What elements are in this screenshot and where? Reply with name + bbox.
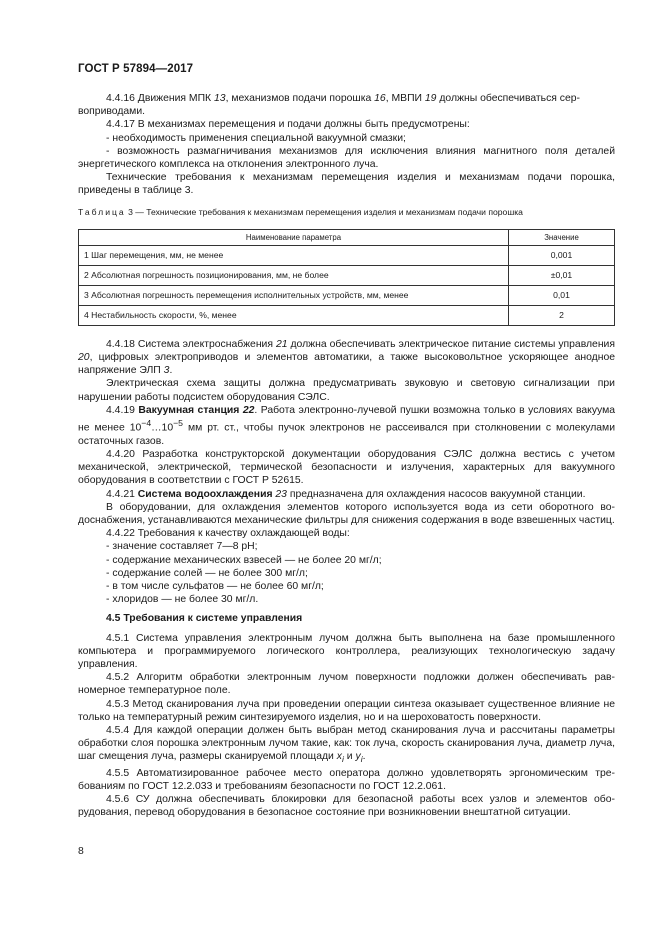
table-cell-value: 0,01 bbox=[509, 285, 615, 305]
list-item: - значение составляет 7—8 pH; bbox=[106, 541, 258, 553]
list-item: - необходимость применения специальной вакуумной смазки; bbox=[106, 132, 406, 144]
list-item: - содержание механических взвесей — не более 20 мг/л; bbox=[106, 554, 382, 566]
paragraph-tech-requirements: Технические требования к механизмам перемещения изделия и механизмам подачи порошка, приведены в таблице 3. bbox=[78, 172, 615, 197]
paragraph-protection-scheme: Электрическая схема защиты должна предусматривать звуковую и световую сигнализации при нарушении работы подсистем оборудования СЭЛС. bbox=[78, 378, 615, 403]
paragraph-4-4-18: 4.4.18 Система электроснабжения 21 должна обеспечивать электрическое питание системы управления 20, цифровых электроприводов и элементов автоматики, а также высоковольтное ускоряющее анодное напряжение ЭЛП 3. bbox=[78, 338, 615, 377]
list-item: - хлоридов — не более 30 мг/л. bbox=[106, 594, 259, 606]
column-header-parameter: Наименование параметра bbox=[79, 229, 509, 245]
table-cell-value: 0,001 bbox=[509, 245, 615, 265]
paragraph-4-4-21: 4.4.21 Система водоохлаждения 23 предназначена для охлаждения насосов вакуумной станции. bbox=[106, 488, 586, 500]
table-cell-param: 2 Абсолютная погрешность позиционирования, мм, не более bbox=[79, 265, 509, 285]
paragraph-4-5-3: 4.5.3 Метод сканирования луча при проведении операции синтеза оказывает существенное влияние не только на температурный режим синтезируемого изделия, но и на шероховатость поверхности. bbox=[78, 698, 615, 723]
table-cell-param: 1 Шаг перемещения, мм, не менее bbox=[79, 245, 509, 265]
paragraph-4-5-2: 4.5.2 Алгоритм обработки электронным лучом поверхности подложки должен обеспечивать равномерное температурное поле. bbox=[78, 672, 615, 697]
paragraph-4-5-1: 4.5.1 Система управления электронным лучом должна быть выполнена на базе промышленного компьютера и программируемого логического контроллера, реализующих технологическую задачу управления. bbox=[78, 632, 615, 670]
paragraph-4-5-6: 4.5.6 СУ должна обеспечивать блокировки для безопасной работы всех узлов и элементов оборудования, перевод оборудования в безопасное состояние при возникновении внештатной ситуации. bbox=[78, 794, 615, 819]
table-cell-value: ±0,01 bbox=[509, 265, 615, 285]
paragraph-cooling-filters: В оборудовании, для охлаждения элементов которого используется вода из сети оборотного водоснабжения, устанавливаются механические фильтры для снижения содержания в воде взвешенных частиц. bbox=[78, 501, 615, 526]
table-caption: Таблица 3 — Технические требования к механизмам перемещения изделия и механизмам подачи порошка bbox=[78, 206, 523, 217]
paragraph-4-4-17: 4.4.17 В механизмах перемещения и подачи должны быть предусмотрены: bbox=[106, 119, 470, 131]
table-row bbox=[79, 245, 615, 265]
list-item: - содержание солей — не более 300 мг/л; bbox=[106, 567, 308, 579]
table-cell-value: 2 bbox=[509, 305, 615, 325]
table-row bbox=[79, 305, 615, 325]
table-cell-param: 4 Нестабильность скорости, %, менее bbox=[79, 305, 509, 325]
table-header-row bbox=[79, 229, 615, 245]
paragraph-4-5-4: 4.5.4 Для каждой операции должен быть выбран метод сканирования луча и рассчитаны параметры обработки слоя порошка электронным лучом такие, как: ток луча, скорость сканирования луча, диаметр луча, шаг смещения луча, размеры сканируемой площади $x_i$ и $y_i$. bbox=[78, 724, 615, 765]
table-row bbox=[79, 265, 615, 285]
document-body bbox=[78, 92, 615, 819]
requirements-table bbox=[78, 229, 615, 326]
paragraph-4-4-16-cont: воприводами. bbox=[78, 106, 146, 118]
section-heading-4-5: 4.5 Требования к системе управления bbox=[106, 613, 303, 625]
paragraph-4-4-22: 4.4.22 Требования к качеству охлаждающей воды: bbox=[106, 528, 350, 540]
paragraph-4-4-16: 4.4.16 Движения МПК 13, механизмов подачи порошка 16, МВПИ 19 должны обеспечиваться сер- bbox=[106, 93, 580, 104]
list-item: - возможность размагничивания механизмов для исключения влияния магнитного поля деталей энергетического комплекса на отклонения электронного луча. bbox=[78, 145, 615, 171]
table-cell-param: 3 Абсолютная погрешность перемещения исполнительных устройств, мм, менее bbox=[79, 285, 509, 305]
table-row bbox=[79, 285, 615, 305]
column-header-value: Значение bbox=[509, 229, 615, 245]
list-item: - в том числе сульфатов — не более 60 мг/л; bbox=[106, 580, 324, 592]
page-number: 8 bbox=[78, 846, 84, 857]
paragraph-4-5-5: 4.5.5 Автоматизированное рабочее место оператора должно удовлетворять эргономическим требованиям по ГОСТ 12.2.033 и требованиям безопасности по ГОСТ 12.2.061. bbox=[78, 767, 615, 792]
paragraph-4-4-20: 4.4.20 Разработка конструкторской документации оборудования СЭЛС должна вестись с учетом механической, электрической, термической безопасности и излучения, характерных для вакуумного оборудования в соответствии с ГОСТ Р 52615. bbox=[78, 448, 615, 487]
paragraph-4-4-19: 4.4.19 Вакуумная станция 22. Работа электронно-лучевой пушки возможна только в условиях вакуума не менее $10^{-4}\dots 10^{-5}$ мм рт. ст., чтобы пучок электронов не рассеивался при столкновении с молекулами остаточных газов. bbox=[78, 404, 616, 447]
document-header: ГОСТ Р 57894—2017 bbox=[78, 63, 194, 75]
